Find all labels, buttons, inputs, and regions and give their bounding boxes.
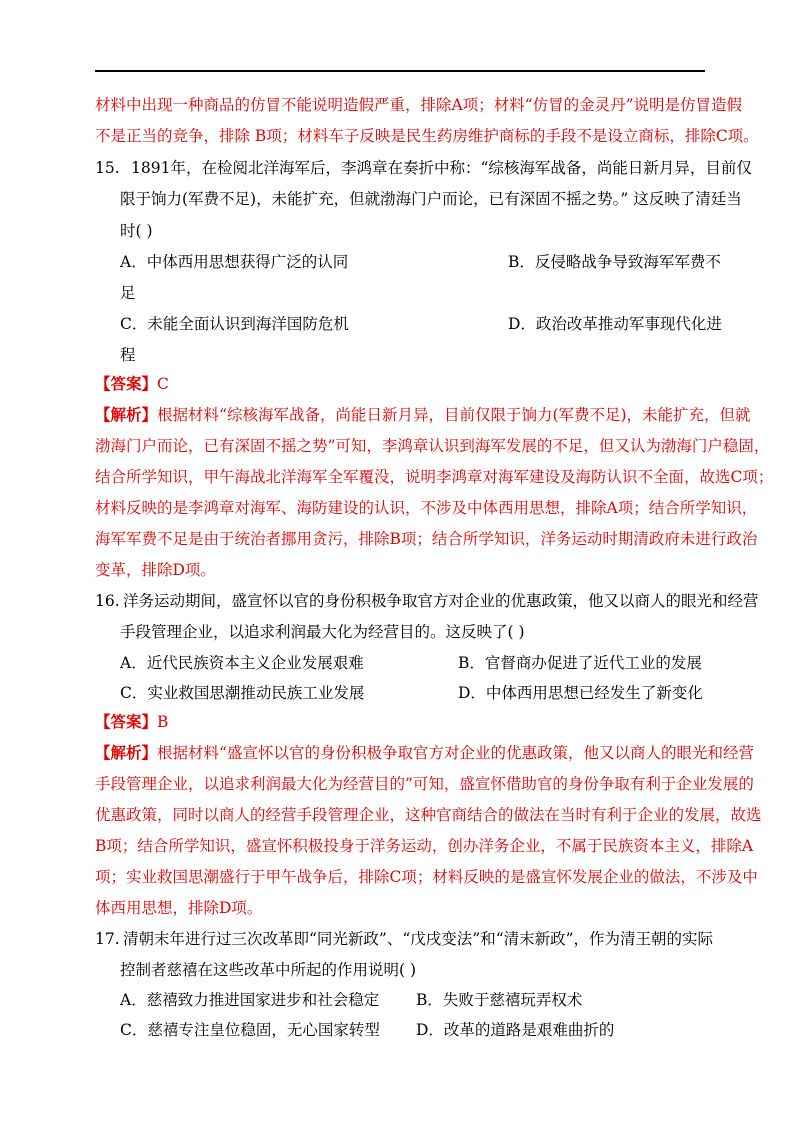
q16-option-c: C．实业救国思潮推动民族工业发展 (120, 684, 365, 702)
q15-number: 15. (95, 159, 120, 177)
q17-option-d: D．改革的道路是艰难曲折的 (416, 1021, 615, 1039)
q15-stem-line-3: 时( ) (120, 222, 153, 240)
q17-option-a: A．慈禧致力推进国家进步和社会稳定 (120, 991, 380, 1009)
q15-stem-line-1: 1891年，在检阅北洋海军后，李鸿章在奏折中称：“综核海军战备，尚能日新月异，目前仅 (131, 159, 752, 177)
q16-option-a: A．近代民族资本主义企业发展艰难 (120, 654, 364, 672)
q16-answer (95, 712, 168, 732)
q15-option-a: A．中体西用思想获得广泛的认同 (120, 253, 349, 271)
q15-answer (95, 374, 169, 394)
q16-analysis-line-5: 项；实业救国思潮盛行于甲午战争后，排除C项；材料反映的是盛宣怀发展企业的做法，不涉及中 (95, 868, 758, 886)
q15-analysis-line-1 (95, 405, 751, 425)
q15-option-d: D．政治改革推动军事现代化进 (508, 315, 722, 333)
q16-answer-label: 【答案】 (95, 712, 158, 731)
q15-answer-value: C (157, 375, 169, 393)
q17-stem-line-1: 清朝末年进行过三次改革即“同光新政”、“戊戌变法”和“清末新政”，作为清王朝的实际 (123, 930, 714, 948)
q15-analysis-line-3: 结合所学知识，甲午海战北洋海军全军覆没，说明李鸿章对海军建设及海防认识不全面，故选C项； (95, 468, 774, 486)
q16-analysis-label: 【解析】 (95, 743, 158, 762)
q16-analysis-line-3: 优惠政策，同时以商人的经营手段管理企业，这种官商结合的做法在当时有利于企业的发展，故选 (95, 806, 762, 824)
q17-stem-line-2: 控制者慈禧在这些改革中所起的作用说明( ) (120, 961, 417, 979)
q16-number: 16. (95, 592, 120, 610)
header-rule (95, 70, 705, 72)
q16-analysis-text-1: 根据材料“盛宣怀以官的身份积极争取官方对企业的优惠政策，他又以商人的眼光和经营 (157, 744, 754, 762)
prev-explanation-line-2: 不是正当的竞争，排除 B项；材料车子反映是民生药房维护商标的手段不是设立商标，排除C项。 (95, 127, 759, 145)
q15-stem-line-2: 限于饷力(军费不足)，未能扩充，但就渤海门户而论，已有深固不摇之势。” 这反映了清廷当 (120, 190, 742, 208)
q15-analysis-line-4: 材料反映的是李鸿章对海军、海防建设的认识，不涉及中体西用思想，排除A项；结合所学知识， (95, 499, 758, 517)
q16-analysis-line-2: 手段管理企业，以追求利润最大化为经营目的”可知，盛宣怀借助官的身份争取有利于企业发展的 (95, 775, 754, 793)
q16-stem-line-1: 洋务运动期间，盛宣怀以官的身份积极争取官方对企业的优惠政策，他又以商人的眼光和经营 (123, 592, 759, 610)
q15-option-b: B．反侵略战争导致海军军费不 (508, 253, 721, 271)
q15-option-b-wrap: 足 (120, 284, 136, 302)
q17-option-c: C．慈禧专注皇位稳固，无心国家转型 (120, 1021, 380, 1039)
q15-option-d-wrap: 程 (120, 346, 136, 364)
q17-option-b: B．失败于慈禧玩弄权术 (416, 991, 583, 1009)
q15-analysis-label: 【解析】 (95, 405, 158, 424)
q15-option-c: C．未能全面认识到海洋国防危机 (120, 315, 349, 333)
q16-option-d: D．中体西用思想已经发生了新变化 (458, 684, 703, 702)
q16-option-b: B．官督商办促进了近代工业的发展 (458, 654, 702, 672)
q16-answer-value: B (157, 713, 169, 731)
q15-analysis-text-1: 根据材料“综核海军战备，尚能日新月异，目前仅限于饷力(军费不足)，未能扩充，但就 (157, 406, 751, 424)
q15-analysis-line-6: 变革，排除D项。 (95, 561, 216, 579)
q15-answer-label: 【答案】 (95, 374, 158, 393)
q15-analysis-line-5: 海军军费不足是由于统治者挪用贪污，排除B项；结合所学知识，洋务运动时期清政府未进行政治 (95, 530, 758, 548)
q16-analysis-line-1 (95, 743, 754, 763)
q17-number: 17. (95, 930, 120, 948)
prev-explanation-line-1: 材料中出现一种商品的仿冒不能说明造假严重，排除A项；材料“仿冒的金灵丹”说明是仿冒造假 (95, 96, 743, 114)
q16-stem-line-2: 手段管理企业，以追求利润最大化为经营目的。这反映了( ) (120, 623, 525, 641)
q16-analysis-line-6: 体西用思想，排除D项。 (95, 899, 263, 917)
q15-analysis-line-2: 渤海门户而论，已有深固不摇之势”可知，李鸿章认识到海军发展的不足，但又认为渤海门户稳固， (95, 437, 770, 455)
q16-analysis-line-4: B项；结合所学知识，盛宣怀积极投身于洋务运动，创办洋务企业，不属于民族资本主义，排除A (95, 837, 754, 855)
